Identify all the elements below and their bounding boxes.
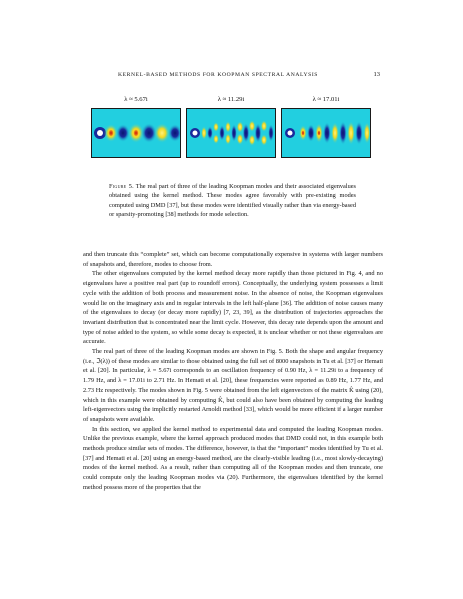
figure-caption bbox=[109, 182, 356, 220]
mode-image-3 bbox=[281, 108, 371, 158]
mode-plot-3 bbox=[281, 108, 371, 158]
paragraph-2: The other eigenvalues computed by the kernel method decay more rapidly than those pictured in Fig. 4, and no eigenvalues have a positive real part (up to roundoff errors). Conceptually, the underlying system possesses a limit cycle with the addition of both process and measurement noise. In the absence of noise, the Koopman eigenvalues would lie on the imaginary axis and in regular intervals in the left half-plane [36]. The addition of noise causes many of the eigenvalues to decay (or decay more rapidly) [7, 23, 39], as the distribution of trajectories approaches the invariant distribution that is concentrated near the limit cycle. However, this decay rate depends upon the amount and type of noise added to the system, so while some decay is expected, it is unclear whether or not these eigenvalues are accurate. bbox=[83, 270, 383, 346]
paragraph-3: The real part of three of the leading Koopman modes are shown in Fig. 5. Both the shape and angular frequency (i.e., ℑ(λ)) of these modes are similar to those obtained using the full set of 8000 snapshots in Tu et al. [37] or Hemati et al. [20]. In particular, λ = 5.67i corresponds to an oscillation frequency of 0.90 Hz, λ = 11.29i to a frequency of 1.79 Hz, and λ = 17.01i to 2.71 Hz. In Hemati et al. [20], these frequencies were reported as 0.89 Hz, 1.77 Hz, and 2.73 Hz respectively. The modes shown in Fig. 5 were obtained from the left eigenvectors of the matrix K̂ using (20), which in this example were obtained by computing K̂, but could also have been obtained by computing the leading left-eigenvectors using the implicitly restarted Arnoldi method [33], which would be more efficient if a larger number of snapshots were available. bbox=[83, 348, 383, 423]
mode-image-1 bbox=[91, 108, 181, 158]
eigenvalue-label-2: λ ≈ 11.29i bbox=[217, 96, 245, 103]
page-number: 13 bbox=[373, 71, 380, 78]
mode-plot-1 bbox=[91, 108, 181, 158]
caption-label: Figure 5. bbox=[109, 183, 135, 190]
caption-text: The real part of three of the leading Koopman modes and their associated eigenvalues obtained using the kernel method. These modes agree favorably with pre-existing modes computed using DMD [37], but these modes were identified visually rather than via energy-based or sparsity-promoting [38] methods for mode selection. bbox=[109, 183, 356, 219]
body-text bbox=[83, 250, 383, 493]
eigenvalue-label-3: λ ≈ 17.01i bbox=[312, 96, 340, 103]
mode-plot-2 bbox=[186, 108, 276, 158]
mode-image-2 bbox=[186, 108, 276, 158]
eigenvalue-label-1: λ ≈ 5.67i bbox=[124, 96, 148, 103]
paragraph-1: and then truncate this “complete” set, which can become computationally expensive in systems with larger numbers of snapshots and, therefore, modes to choose from. bbox=[83, 251, 383, 268]
figure-5 bbox=[91, 96, 371, 166]
paragraph-4: In this section, we applied the kernel method to experimental data and computed the leading Koopman modes. Unlike the previous example, where the kernel approach produced modes that DMD could not, in this example both methods produce similar sets of modes. The difference, however, is that the “important” modes identified by Tu et al. [37] and Hemati et al. [20] using an energy-based method, are the clearly-visible leading (i.e., most slowly-decaying) modes of the kernel method. As a result, rather than computing all of the Koopman modes and then truncate, one could compute only the leading Koopman modes via (20). Furthermore, the eigenvalues identified by the kernel method possess more of the properties that the bbox=[83, 425, 383, 491]
running-head: KERNEL-BASED METHODS FOR KOOPMAN SPECTRAL ANALYSIS bbox=[118, 72, 319, 78]
